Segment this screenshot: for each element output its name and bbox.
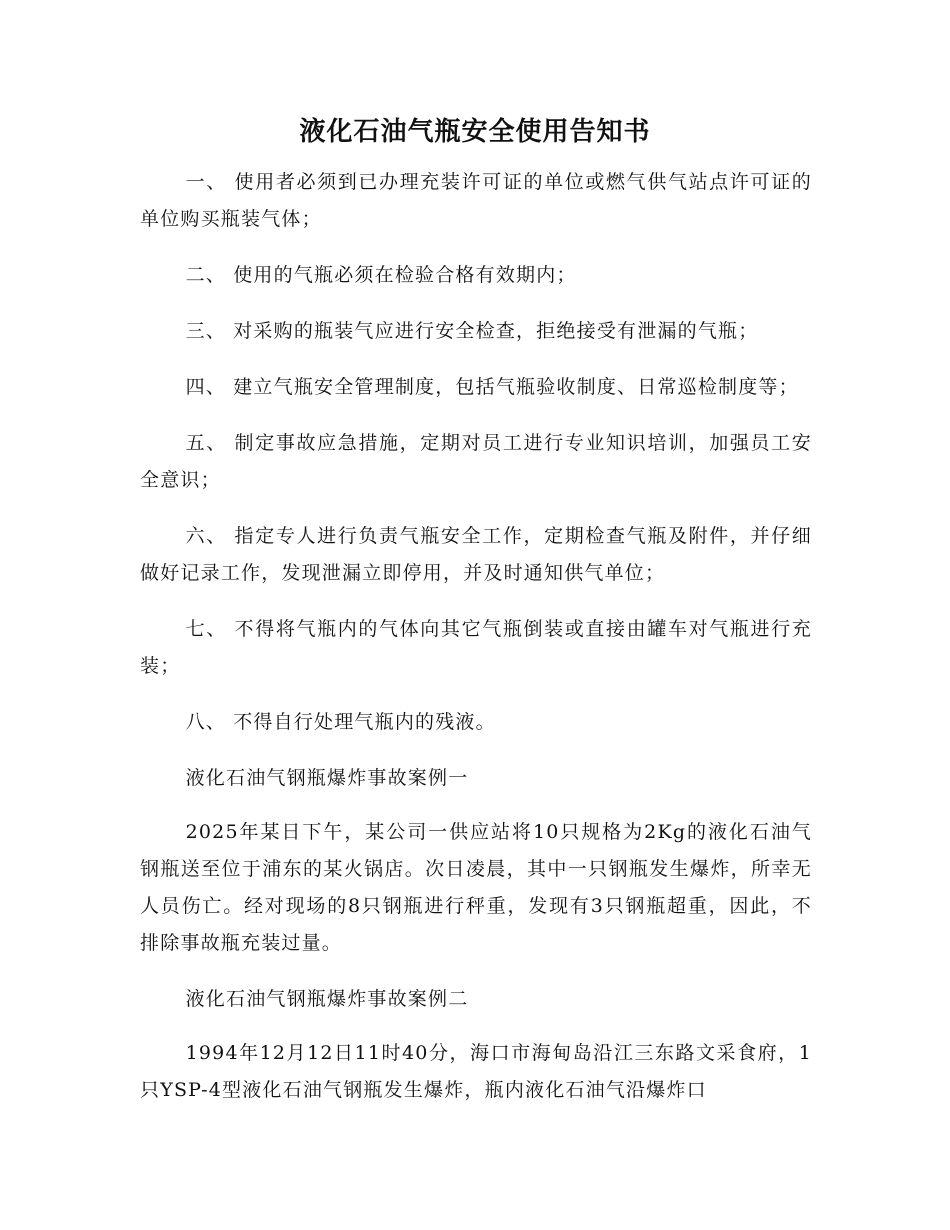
document-title: 液化石油气瓶安全使用告知书: [299, 117, 651, 147]
rule-5: 五、 制定事故应急措施，定期对员工进行专业知识培训，加强员工安全意识；: [140, 432, 812, 491]
rule-6: 六、 指定专人进行负责气瓶安全工作，定期检查气瓶及附件，并仔细做好记录工作，发现泄漏立即停用，并及时通知供气单位；: [140, 525, 812, 584]
rule-2: 二、 使用的气瓶必须在检验合格有效期内；: [185, 264, 577, 286]
rule-8: 八、 不得自行处理气瓶内的残液。: [185, 711, 496, 733]
case-2-text: 1994年12月12日11时40分，海口市海甸岛沿江三东路文采食府，1只YSP-4型液化石油气钢瓶发生爆炸，瓶内液化石油气沿爆炸口: [140, 1042, 812, 1101]
document-body: [140, 164, 812, 1128]
rule-1: 一、 使用者必须到已办理充装许可证的单位或燃气供气站点许可证的单位购买瓶装气体；: [140, 171, 812, 230]
rule-4: 四、 建立气瓶安全管理制度，包括气瓶验收制度、日常巡检制度等；: [185, 376, 799, 398]
rule-7: 七、 不得将气瓶内的气体向其它气瓶倒装或直接由罐车对气瓶进行充装；: [140, 618, 812, 677]
rule-3: 三、 对采购的瓶装气应进行安全检查，拒绝接受有泄漏的气瓶；: [185, 320, 759, 342]
case-1-text: 2025年某日下午，某公司一供应站将10只规格为2Kg的液化石油气钢瓶送至位于浦东的某火锅店。次日凌晨，其中一只钢瓶发生爆炸，所幸无人员伤亡。经对现场的8只钢瓶进行秤重，发现有3只钢瓶超重，因此，不排除事故瓶充装过量。: [140, 821, 812, 954]
case-2-heading: 液化石油气钢瓶爆炸事故案例二: [185, 988, 469, 1010]
case-1-heading: 液化石油气钢瓶爆炸事故案例一: [185, 767, 469, 789]
